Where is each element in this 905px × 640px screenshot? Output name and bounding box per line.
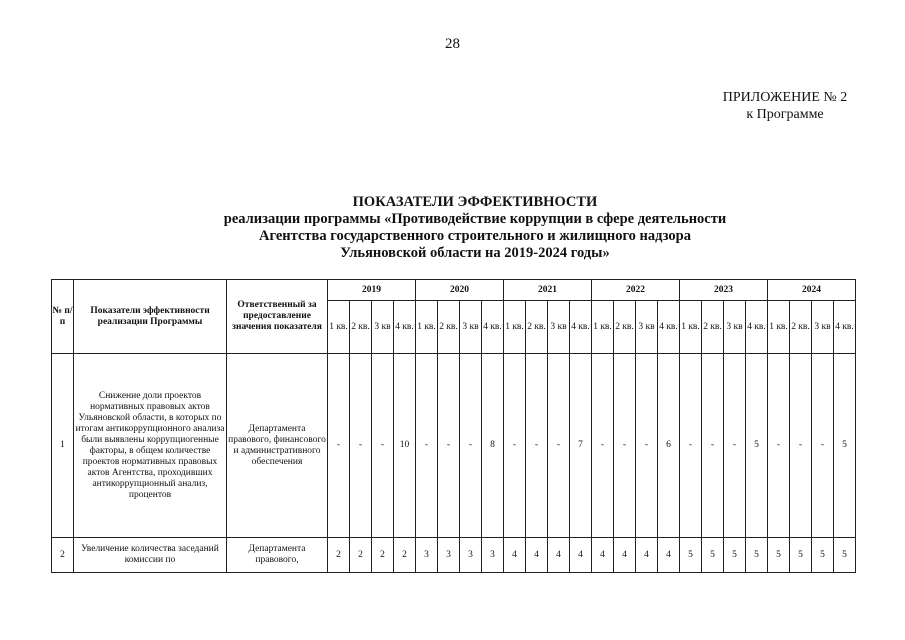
page-number: 28 — [445, 36, 460, 52]
value-cell: 4 — [592, 538, 614, 573]
title-line-1: ПОКАЗАТЕЛИ ЭФФЕКТИВНОСТИ — [352, 194, 598, 210]
value-cell: 3 — [438, 538, 460, 573]
quarter-header: 2 кв. — [526, 301, 548, 354]
header-row-years — [52, 280, 856, 301]
quarter-header: 1 кв. — [328, 301, 350, 354]
value-cell: 4 — [526, 538, 548, 573]
value-cell: 5 — [768, 538, 790, 573]
quarter-header: 3 кв — [636, 301, 658, 354]
value-cell: 2 — [328, 538, 350, 573]
value-cell: 4 — [548, 538, 570, 573]
value-cell: 2 — [394, 538, 416, 573]
quarter-header: 4 кв. — [482, 301, 504, 354]
value-cell: - — [328, 354, 350, 538]
quarter-header: 1 кв. — [680, 301, 702, 354]
quarter-header: 3 кв — [724, 301, 746, 354]
value-cell: - — [614, 354, 636, 538]
row-number: 1 — [52, 354, 74, 538]
value-cell: - — [438, 354, 460, 538]
appendix-label — [690, 89, 880, 123]
value-cell: - — [504, 354, 526, 538]
value-cell: 5 — [724, 538, 746, 573]
value-cell: - — [680, 354, 702, 538]
responsible-text: Департамента правового, финансового и административного обеспечения — [227, 354, 328, 538]
value-cell: - — [592, 354, 614, 538]
indicator-text: Снижение доли проектов нормативных правовых актов Ульяновской области, в которых по итогам антикоррупционного анализа были выявлены коррупциогенные факторы, в общем количестве проектов нормативных правовых актов Агентства, проходивших антикоррупционный анализ, процентов — [74, 354, 227, 538]
quarter-header: 1 кв. — [504, 301, 526, 354]
value-cell: 6 — [658, 354, 680, 538]
value-cell: 4 — [504, 538, 526, 573]
year-header: 2024 — [768, 280, 856, 301]
value-cell: 4 — [636, 538, 658, 573]
quarter-header: 4 кв. — [746, 301, 768, 354]
value-cell: - — [636, 354, 658, 538]
year-header: 2021 — [504, 280, 592, 301]
indicators-table — [51, 279, 856, 573]
appendix-line-1: ПРИЛОЖЕНИЕ № 2 — [722, 90, 848, 105]
value-cell: 3 — [416, 538, 438, 573]
row-number: 2 — [52, 538, 74, 573]
responsible-text: Департамента правового, — [227, 538, 328, 573]
table-row — [52, 538, 856, 573]
value-cell: 8 — [482, 354, 504, 538]
value-cell: 5 — [746, 354, 768, 538]
value-cell: 4 — [614, 538, 636, 573]
value-cell: 2 — [372, 538, 394, 573]
value-cell: 3 — [460, 538, 482, 573]
value-cell: 5 — [702, 538, 724, 573]
value-cell: - — [350, 354, 372, 538]
value-cell: - — [812, 354, 834, 538]
value-cell: 2 — [350, 538, 372, 573]
value-cell: - — [702, 354, 724, 538]
value-cell: - — [790, 354, 812, 538]
title-line-2: реализации программы «Противодействие коррупции в сфере деятельности — [223, 211, 727, 227]
header-responsible: Ответственный за предоставление значения показателя — [227, 280, 328, 354]
indicator-text: Увеличение количества заседаний комиссии по — [74, 538, 227, 573]
quarter-header: 2 кв. — [438, 301, 460, 354]
year-header: 2019 — [328, 280, 416, 301]
value-cell: 7 — [570, 354, 592, 538]
value-cell: 10 — [394, 354, 416, 538]
quarter-header: 3 кв — [460, 301, 482, 354]
quarter-header: 1 кв. — [592, 301, 614, 354]
table-row — [52, 354, 856, 538]
value-cell: - — [724, 354, 746, 538]
quarter-header: 3 кв — [548, 301, 570, 354]
value-cell: 5 — [812, 538, 834, 573]
quarter-header: 2 кв. — [350, 301, 372, 354]
title-line-3: Агентства государственного строительного и жилищного надзора — [259, 228, 691, 244]
value-cell: 5 — [746, 538, 768, 573]
quarter-header: 3 кв — [372, 301, 394, 354]
year-header: 2022 — [592, 280, 680, 301]
quarter-header: 4 кв. — [394, 301, 416, 354]
value-cell: 4 — [570, 538, 592, 573]
year-header: 2023 — [680, 280, 768, 301]
quarter-header: 1 кв. — [416, 301, 438, 354]
value-cell: 5 — [834, 538, 856, 573]
quarter-header: 4 кв. — [570, 301, 592, 354]
value-cell: 4 — [658, 538, 680, 573]
value-cell: - — [768, 354, 790, 538]
header-num: № п/ п — [52, 280, 74, 354]
quarter-header: 3 кв — [812, 301, 834, 354]
value-cell: - — [416, 354, 438, 538]
value-cell: 5 — [790, 538, 812, 573]
document-title — [140, 194, 810, 262]
appendix-line-2: к Программе — [746, 107, 824, 122]
year-header: 2020 — [416, 280, 504, 301]
value-cell: - — [372, 354, 394, 538]
quarter-header: 2 кв. — [702, 301, 724, 354]
value-cell: - — [460, 354, 482, 538]
value-cell: - — [548, 354, 570, 538]
value-cell: 5 — [834, 354, 856, 538]
value-cell: 3 — [482, 538, 504, 573]
title-line-4: Ульяновской области на 2019-2024 годы» — [340, 245, 610, 261]
quarter-header: 2 кв. — [790, 301, 812, 354]
quarter-header: 1 кв. — [768, 301, 790, 354]
value-cell: 5 — [680, 538, 702, 573]
quarter-header: 2 кв. — [614, 301, 636, 354]
quarter-header: 4 кв. — [834, 301, 856, 354]
header-indicator: Показатели эффективности реализации Программы — [74, 280, 227, 354]
quarter-header: 4 кв. — [658, 301, 680, 354]
value-cell: - — [526, 354, 548, 538]
